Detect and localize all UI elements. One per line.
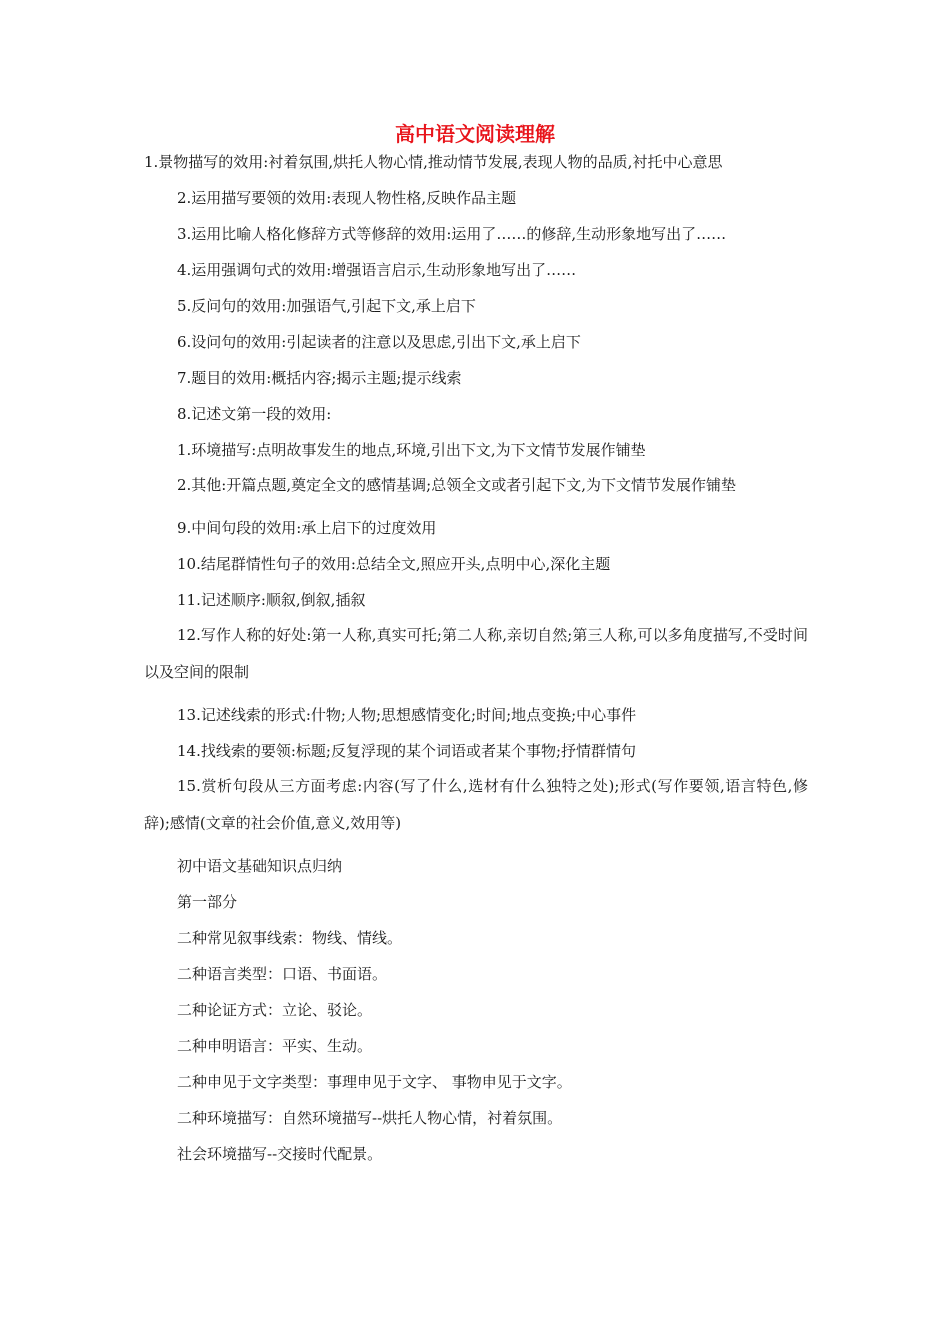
paragraph-1: 1.景物描写的效用:衬着氛围,烘托人物心情,推动情节发展,表现人物的品质,衬托中心意思 [144, 153, 723, 171]
part-heading: 第一部分 [177, 893, 238, 911]
list-item: 二种环境描写：自然环境描写--烘托人物心情，衬着氛围。 [177, 1109, 563, 1127]
paragraph-16: 14.找线索的要领:标题;反复浮现的某个词语或者某个事物;抒情群情句 [177, 742, 637, 760]
paragraph-5: 5.反问句的效用:加强语气,引起下文,承上启下 [177, 297, 476, 315]
section-heading: 初中语文基础知识点归纳 [177, 857, 343, 875]
list-item: 二种论证方式：立论、驳论。 [177, 1001, 373, 1019]
list-item: 二种常见叙事线索：物线、情线。 [177, 929, 403, 947]
paragraph-7: 7.题目的效用:概括内容;揭示主题;提示线索 [177, 369, 462, 387]
paragraph-8: 8.记述文第一段的效用: [177, 405, 332, 423]
paragraph-3: 3.运用比喻人格化修辞方式等修辞的效用:运用了……的修辞,生动形象地写出了…… [177, 225, 727, 243]
paragraph-14: 12.写作人称的好处:第一人称,真实可托;第二人称,亲切自然;第三人称,可以多角度描写,不受时间以及空间的限制 [144, 626, 808, 681]
list-item: 二种申见于文字类型：事理申见于文字、 事物申见于文字。 [177, 1073, 572, 1091]
paragraph-17: 15.赏析句段从三方面考虑:内容(写了什么,选材有什么独特之处);形式(写作要领,语言特色,修辞);感情(文章的社会价值,意义,效用等) [144, 777, 808, 832]
paragraph-13: 11.记述顺序:顺叙,倒叙,插叙 [177, 591, 366, 609]
paragraph-11: 9.中间句段的效用:承上启下的过度效用 [177, 519, 437, 537]
paragraph-6: 6.设问句的效用:引起读者的注意以及思虑,引出下文,承上启下 [177, 333, 581, 351]
document-body [144, 150, 808, 1166]
list-item: 二种申明语言：平实、生动。 [177, 1037, 373, 1055]
document-title: 高中语文阅读理解 [395, 122, 555, 146]
list-item: 二种语言类型：口语、书面语。 [177, 965, 388, 983]
paragraph-9: 1.环境描写:点明故事发生的地点,环境,引出下文,为下文情节发展作铺垫 [177, 441, 646, 459]
paragraph-4: 4.运用强调句式的效用:增强语言启示,生动形象地写出了…… [177, 261, 577, 279]
paragraph-12: 10.结尾群情性句子的效用:总结全文,照应开头,点明中心,深化主题 [177, 555, 611, 573]
paragraph-2: 2.运用描写要领的效用:表现人物性格,反映作品主题 [177, 189, 517, 207]
paragraph-10: 2.其他:开篇点题,奠定全文的感情基调;总领全文或者引起下文,为下文情节发展作铺垫 [177, 476, 736, 494]
list-item: 社会环境描写--交接时代配景。 [177, 1145, 383, 1163]
paragraph-15: 13.记述线索的形式:什物;人物;思想感情变化;时间;地点变换;中心事件 [177, 706, 637, 724]
